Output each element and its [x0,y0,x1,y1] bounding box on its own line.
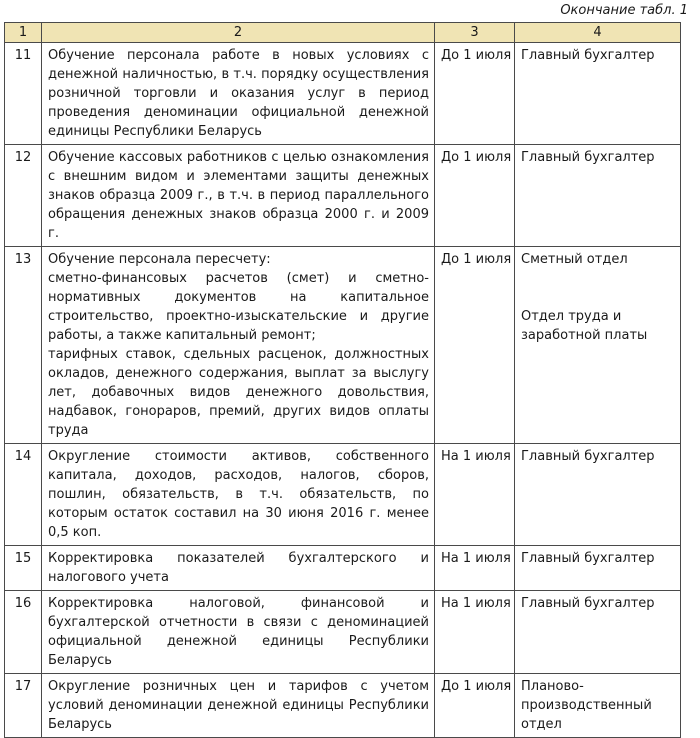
table-row [5,247,681,444]
row-deadline: До 1 июля [435,43,515,145]
table-row [5,145,681,247]
responsible-name: Планово-производственный отдел [521,679,652,732]
description-paragraph: тарифных ставок, сдельных расценок, должностных окладов, денежного содержания, выплат за выслугу лет, добавочных видов денежного довольствия, надбавок, гонораров, премий, других видов оплаты труда [48,347,429,438]
row-description [42,546,435,591]
header-row [5,23,681,43]
responsible-name: Главный бухгалтер [521,596,655,611]
description-paragraph: сметно-финансовых расчетов (смет) и сметно-нормативных документов на капитальное строительство, проектно-изыскательские и другие работы, а также капитальный ремонт; [48,271,429,343]
description-paragraph: Округление стоимости активов, собственного капитала, доходов, расходов, налогов, сборов, пошлин, обязательств, в т.ч. обязательств, по которым остаток составил на 30 июня 2016 г. менее 0,5 коп. [48,449,429,540]
responsible-name: Главный бухгалтер [521,551,655,566]
plan-table [4,22,681,738]
row-number: 13 [5,247,42,444]
row-number: 11 [5,43,42,145]
row-description [42,43,435,145]
row-number: 16 [5,591,42,674]
description-paragraph: Корректировка показателей бухгалтерского и налогового учета [48,551,429,585]
table-row [5,444,681,546]
row-deadline: До 1 июля [435,145,515,247]
table-row [5,546,681,591]
table-row [5,591,681,674]
responsible-name: Отдел труда и заработной платы [521,309,648,343]
description-paragraph: Корректировка налоговой, финансовой и бухгалтерской отчетности в связи с деноминацией официальной денежной единицы Республики Беларусь [48,596,429,668]
row-deadline: На 1 июля [435,591,515,674]
table-row [5,43,681,145]
row-deadline: До 1 июля [435,247,515,444]
description-paragraph: Округление розничных цен и тарифов с учетом условий деноминации денежной единицы Республики Беларусь [48,679,429,732]
responsible-name: Сметный отдел [521,252,628,267]
responsible-name: Главный бухгалтер [521,449,655,464]
row-description [42,247,435,444]
row-description [42,591,435,674]
header-col-1: 1 [5,23,42,43]
row-deadline: До 1 июля [435,674,515,738]
row-number: 17 [5,674,42,738]
row-responsible [515,546,681,591]
description-paragraph: Обучение персонала работе в новых условиях с денежной наличностью, в т.ч. порядку осуществления розничной торговли и оказания услуг в период проведения деноминации официальной денежной единицы Республики Беларусь [48,48,429,139]
row-description [42,145,435,247]
row-number: 15 [5,546,42,591]
header-col-4: 4 [515,23,681,43]
description-paragraph: Обучение кассовых работников с целью ознакомления с внешним видом и элементами защиты денежных знаков образца 2009 г., в т.ч. в период параллельного обращения денежных знаков образца 2000 г. и 2009 г. [48,150,429,241]
description-paragraph: Обучение персонала пересчету: [48,252,271,267]
header-col-3: 3 [435,23,515,43]
row-number: 14 [5,444,42,546]
responsible-name: Главный бухгалтер [521,150,655,165]
responsible-name: Главный бухгалтер [521,48,655,63]
row-responsible [515,591,681,674]
row-responsible [515,43,681,145]
row-responsible [515,145,681,247]
table-caption: Окончание табл. 1 [560,3,688,18]
spacer [521,269,675,307]
row-deadline: На 1 июля [435,444,515,546]
row-responsible [515,444,681,546]
row-deadline: На 1 июля [435,546,515,591]
row-responsible [515,674,681,738]
row-description [42,444,435,546]
header-col-2: 2 [42,23,435,43]
row-description [42,674,435,738]
table-row [5,674,681,738]
row-responsible [515,247,681,444]
row-number: 12 [5,145,42,247]
